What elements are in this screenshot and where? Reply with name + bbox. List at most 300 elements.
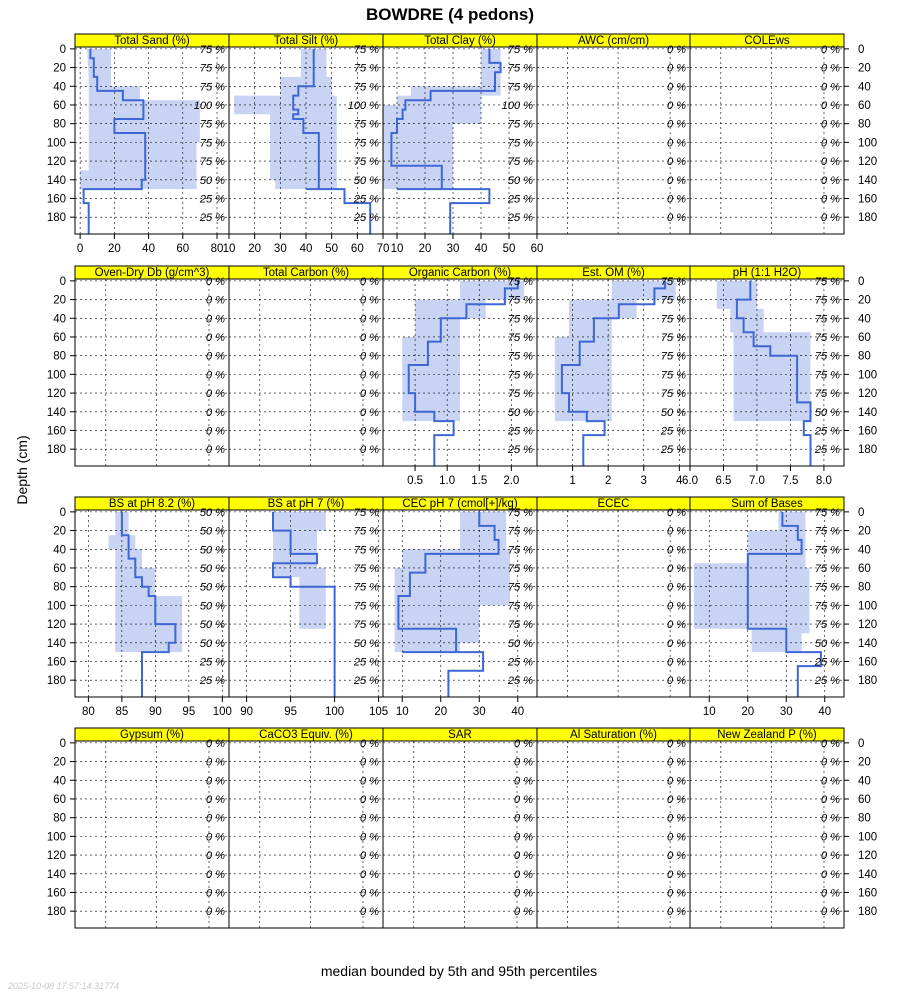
- panel-title: BS at pH 7 (%): [267, 498, 345, 510]
- panel-14: [690, 497, 844, 718]
- percent-label: 0 %: [514, 831, 533, 844]
- y-tick-label-left: 140: [46, 406, 66, 419]
- percent-label: 75 %: [507, 369, 533, 382]
- percent-label: 25 %: [814, 444, 840, 457]
- panel-5: [75, 266, 229, 466]
- percent-label: 0 %: [360, 775, 379, 788]
- x-tick-label: 3: [640, 475, 647, 487]
- percent-label: 0 %: [360, 294, 379, 307]
- percent-label: 0 %: [667, 581, 686, 594]
- y-tick-label-left: 160: [46, 656, 66, 669]
- percent-label: 50 %: [814, 406, 840, 419]
- x-tick-label: 2.0: [503, 475, 520, 487]
- percent-label: 75 %: [814, 294, 840, 307]
- percent-label: 0 %: [206, 793, 225, 806]
- x-tick-label: 6.5: [715, 475, 732, 487]
- x-tick-label: 60: [350, 243, 364, 255]
- percent-label: 75 %: [660, 388, 686, 401]
- percent-label: 75 %: [660, 275, 686, 288]
- y-tick-label-right: 40: [858, 313, 871, 326]
- percent-label: 25 %: [353, 675, 379, 688]
- percent-label: 0 %: [667, 137, 686, 150]
- percent-label: 0 %: [667, 637, 686, 650]
- percent-label: 0 %: [206, 425, 225, 438]
- percent-label: 0 %: [821, 193, 840, 206]
- panel-title: Sum of Bases: [731, 498, 803, 510]
- y-tick-label-right: 140: [858, 637, 878, 650]
- percent-label: 75 %: [507, 118, 533, 131]
- percent-label: 50 %: [814, 637, 840, 650]
- x-tick-label: 4: [676, 475, 683, 487]
- y-tick-label-left: 180: [46, 675, 66, 688]
- percent-label: 0 %: [821, 756, 840, 769]
- percent-label: 75 %: [814, 331, 840, 344]
- panel-title: ECEC: [597, 498, 630, 510]
- y-tick-label-left: 20: [53, 294, 66, 307]
- percent-label: 75 %: [353, 525, 379, 538]
- x-tick-label: 30: [472, 706, 486, 718]
- y-tick-label-right: 120: [858, 388, 878, 401]
- percent-label: 75 %: [507, 43, 533, 56]
- percent-label: 50 %: [353, 637, 379, 650]
- percent-label: 0 %: [206, 831, 225, 844]
- percent-label: 75 %: [353, 118, 379, 131]
- percent-label: 0 %: [514, 793, 533, 806]
- timestamp: 2025-10-08 17:57:14.31774: [8, 981, 120, 991]
- percentile-band: [273, 512, 326, 629]
- percent-label: 0 %: [667, 81, 686, 94]
- percent-label: 25 %: [814, 675, 840, 688]
- percent-label: 75 %: [199, 43, 225, 56]
- panel-title: New Zealand P (%): [717, 729, 817, 741]
- panel-title: CEC pH 7 (cmol[+]/kg): [402, 498, 518, 510]
- percent-label: 25 %: [507, 425, 533, 438]
- x-tick-label: 100: [212, 706, 232, 718]
- x-tick-label: 40: [511, 706, 525, 718]
- percent-label: 0 %: [821, 212, 840, 225]
- percent-label: 0 %: [514, 887, 533, 900]
- x-tick-label: 60: [176, 243, 190, 255]
- percent-label: 0 %: [514, 868, 533, 881]
- x-tick-label: 1.0: [439, 475, 456, 487]
- x-tick-label: 0: [76, 243, 84, 255]
- percent-label: 0 %: [360, 406, 379, 419]
- y-tick-label-left: 40: [53, 81, 66, 94]
- percent-label: 0 %: [667, 506, 686, 519]
- y-tick-label-left: 60: [53, 793, 66, 806]
- x-tick-label: 30: [779, 706, 793, 718]
- panel-4: [690, 34, 844, 234]
- y-tick-label-right: 100: [858, 137, 878, 150]
- x-tick-label: 80: [210, 243, 224, 255]
- percent-label: 0 %: [667, 906, 686, 919]
- percent-label: 25 %: [353, 193, 379, 206]
- y-tick-label-right: 160: [858, 656, 878, 669]
- percent-label: 75 %: [507, 137, 533, 150]
- chart-caption: median bounded by 5th and 95th percentiles: [320, 963, 598, 979]
- percentile-band: [694, 512, 810, 652]
- panel-title: pH (1:1 H2O): [732, 267, 802, 279]
- percent-label: 0 %: [667, 812, 686, 825]
- percent-label: 75 %: [507, 81, 533, 94]
- percent-label: 50 %: [199, 544, 225, 557]
- y-tick-label-left: 120: [46, 850, 66, 863]
- percent-label: 0 %: [360, 350, 379, 363]
- percent-label: 100 %: [193, 99, 225, 112]
- y-tick-label-left: 60: [53, 331, 66, 344]
- percent-label: 75 %: [353, 81, 379, 94]
- x-tick-label: 60: [530, 243, 544, 255]
- y-tick-label-right: 80: [858, 812, 871, 825]
- x-tick-label: 90: [240, 706, 253, 718]
- percent-label: 0 %: [360, 737, 379, 750]
- percent-label: 0 %: [360, 831, 379, 844]
- y-tick-label-left: 100: [46, 831, 66, 844]
- x-tick-label: 30: [273, 243, 287, 255]
- percent-label: 25 %: [507, 656, 533, 669]
- percent-label: 75 %: [199, 118, 225, 131]
- percent-label: 0 %: [667, 887, 686, 900]
- y-tick-label-right: 120: [858, 850, 878, 863]
- x-tick-label: 100: [325, 706, 345, 718]
- y-tick-label-right: 0: [858, 737, 865, 750]
- percent-label: 0 %: [206, 737, 225, 750]
- percent-label: 75 %: [353, 600, 379, 613]
- percent-label: 25 %: [507, 675, 533, 688]
- y-tick-label-left: 120: [46, 388, 66, 401]
- y-tick-label-left: 160: [46, 425, 66, 438]
- percent-label: 75 %: [507, 562, 533, 575]
- percent-label: 0 %: [360, 331, 379, 344]
- percent-label: 0 %: [360, 369, 379, 382]
- y-tick-label-right: 140: [858, 868, 878, 881]
- percent-label: 75 %: [507, 350, 533, 363]
- panel-title: Total Sand (%): [114, 35, 190, 47]
- percent-label: 0 %: [206, 868, 225, 881]
- percent-label: 0 %: [206, 906, 225, 919]
- y-tick-label-right: 80: [858, 350, 871, 363]
- y-tick-label-right: 180: [858, 212, 878, 225]
- y-tick-label-left: 20: [53, 525, 66, 538]
- percent-label: 0 %: [206, 756, 225, 769]
- percent-label: 0 %: [514, 775, 533, 788]
- percent-label: 75 %: [814, 506, 840, 519]
- x-tick-label: 50: [325, 243, 339, 255]
- y-tick-label-left: 40: [53, 775, 66, 788]
- y-tick-label-left: 120: [46, 156, 66, 169]
- percent-label: 0 %: [821, 906, 840, 919]
- x-tick-label: 95: [284, 706, 297, 718]
- percent-label: 0 %: [514, 812, 533, 825]
- y-tick-label-left: 140: [46, 637, 66, 650]
- percent-label: 75 %: [507, 525, 533, 538]
- panel-1: [223, 34, 390, 255]
- y-tick-label-right: 20: [858, 525, 871, 538]
- percentile-band: [109, 512, 183, 652]
- percent-label: 75 %: [353, 62, 379, 75]
- percentile-band: [234, 49, 337, 189]
- percent-label: 0 %: [206, 331, 225, 344]
- percentile-band: [555, 281, 676, 421]
- x-tick-label: 20: [107, 243, 121, 255]
- percent-label: 0 %: [667, 793, 686, 806]
- y-tick-label-right: 40: [858, 544, 871, 557]
- percent-label: 0 %: [206, 294, 225, 307]
- percent-label: 0 %: [360, 868, 379, 881]
- percent-label: 0 %: [667, 525, 686, 538]
- percent-label: 0 %: [360, 388, 379, 401]
- percent-label: 25 %: [660, 425, 686, 438]
- percent-label: 0 %: [821, 137, 840, 150]
- y-tick-label-right: 20: [858, 62, 871, 75]
- percent-label: 75 %: [814, 350, 840, 363]
- panel-title: Total Carbon (%): [262, 267, 350, 279]
- percent-label: 0 %: [206, 812, 225, 825]
- percent-label: 0 %: [667, 212, 686, 225]
- panel-title: COLEws: [744, 35, 790, 47]
- panel-9: [682, 266, 844, 487]
- percent-label: 0 %: [821, 887, 840, 900]
- percent-label: 75 %: [507, 581, 533, 594]
- percent-label: 50 %: [660, 406, 686, 419]
- percent-label: 0 %: [821, 174, 840, 187]
- x-tick-label: 6.0: [682, 475, 698, 487]
- y-tick-label-left: 20: [53, 62, 66, 75]
- percent-label: 75 %: [353, 581, 379, 594]
- percent-label: 0 %: [667, 43, 686, 56]
- panel-16: [229, 728, 383, 928]
- percent-label: 50 %: [199, 525, 225, 538]
- x-tick-label: 7.0: [748, 475, 765, 487]
- x-tick-label: 40: [299, 243, 313, 255]
- percent-label: 50 %: [507, 637, 533, 650]
- percent-label: 0 %: [667, 174, 686, 187]
- percent-label: 0 %: [667, 99, 686, 112]
- y-tick-label-left: 0: [59, 43, 66, 56]
- percent-label: 0 %: [360, 444, 379, 457]
- percent-label: 0 %: [821, 812, 840, 825]
- percent-label: 75 %: [353, 544, 379, 557]
- y-tick-label-right: 80: [858, 118, 871, 131]
- y-tick-label-left: 140: [46, 868, 66, 881]
- percent-label: 75 %: [660, 313, 686, 326]
- percent-label: 75 %: [353, 137, 379, 150]
- y-tick-label-right: 60: [858, 793, 871, 806]
- y-tick-label-right: 180: [858, 675, 878, 688]
- x-tick-label: 30: [446, 243, 460, 255]
- percent-label: 75 %: [660, 294, 686, 307]
- y-tick-label-left: 160: [46, 193, 66, 206]
- percent-label: 25 %: [353, 212, 379, 225]
- y-tick-label-left: 80: [53, 350, 66, 363]
- x-tick-label: 10: [395, 706, 409, 718]
- panel-15: [75, 728, 229, 928]
- chart-title: BOWDRE (4 pedons): [365, 5, 535, 24]
- percent-label: 0 %: [667, 656, 686, 669]
- y-tick-label-right: 0: [858, 43, 865, 56]
- y-tick-label-left: 80: [53, 812, 66, 825]
- percent-label: 0 %: [360, 275, 379, 288]
- percent-label: 0 %: [206, 275, 225, 288]
- percent-label: 75 %: [507, 506, 533, 519]
- panel-title: AWC (cm/cm): [577, 35, 650, 47]
- percent-label: 0 %: [514, 756, 533, 769]
- percent-label: 25 %: [507, 193, 533, 206]
- percent-label: 75 %: [814, 313, 840, 326]
- y-tick-label-right: 40: [858, 775, 871, 788]
- percent-label: 0 %: [667, 675, 686, 688]
- percent-label: 0 %: [821, 737, 840, 750]
- percent-label: 75 %: [814, 369, 840, 382]
- y-tick-label-right: 140: [858, 406, 878, 419]
- percent-label: 25 %: [199, 656, 225, 669]
- percent-label: 0 %: [821, 868, 840, 881]
- x-tick-label: 85: [115, 706, 129, 718]
- percent-label: 0 %: [821, 43, 840, 56]
- panel-title: Total Silt (%): [273, 35, 339, 47]
- percent-label: 0 %: [360, 793, 379, 806]
- percent-label: 0 %: [667, 775, 686, 788]
- x-tick-label: 80: [81, 706, 95, 718]
- y-tick-label-left: 140: [46, 174, 66, 187]
- y-axis-label: Depth (cm): [14, 435, 30, 505]
- y-tick-label-left: 40: [53, 313, 66, 326]
- percent-label: 0 %: [667, 756, 686, 769]
- panel-7: [383, 266, 537, 487]
- percent-label: 100 %: [501, 99, 533, 112]
- y-tick-label-left: 20: [53, 756, 66, 769]
- y-tick-label-left: 0: [59, 737, 66, 750]
- percent-label: 25 %: [199, 675, 225, 688]
- percent-label: 50 %: [507, 406, 533, 419]
- percent-label: 0 %: [667, 118, 686, 131]
- percent-label: 0 %: [206, 444, 225, 457]
- percent-label: 75 %: [353, 506, 379, 519]
- percent-label: 50 %: [353, 174, 379, 187]
- y-tick-label-left: 100: [46, 600, 66, 613]
- x-tick-label: 8.0: [815, 475, 832, 487]
- percent-label: 75 %: [814, 388, 840, 401]
- y-tick-label-right: 180: [858, 444, 878, 457]
- y-tick-label-right: 40: [858, 81, 871, 94]
- percent-label: 75 %: [199, 81, 225, 94]
- percent-label: 75 %: [507, 275, 533, 288]
- percent-label: 75 %: [507, 313, 533, 326]
- y-tick-label-right: 60: [858, 99, 871, 112]
- percent-label: 0 %: [667, 193, 686, 206]
- y-tick-label-left: 180: [46, 906, 66, 919]
- y-tick-label-left: 80: [53, 581, 66, 594]
- percent-label: 75 %: [814, 581, 840, 594]
- x-tick-label: 70: [376, 243, 390, 255]
- percent-label: 25 %: [660, 444, 686, 457]
- percent-label: 25 %: [814, 656, 840, 669]
- x-tick-label: 40: [142, 243, 155, 255]
- y-tick-label-left: 60: [53, 99, 66, 112]
- panel-title: Oven-Dry Db (g/cm^3): [94, 267, 210, 279]
- percent-label: 75 %: [814, 619, 840, 632]
- panel-title: CaCO3 Equiv. (%): [259, 729, 353, 741]
- y-tick-label-right: 160: [858, 425, 878, 438]
- y-tick-label-left: 180: [46, 212, 66, 225]
- percent-label: 50 %: [507, 174, 533, 187]
- y-tick-label-left: 180: [46, 444, 66, 457]
- x-tick-label: 1: [569, 475, 576, 487]
- percent-label: 0 %: [206, 350, 225, 363]
- x-tick-label: 105: [369, 706, 389, 718]
- panel-8: [537, 266, 690, 487]
- percent-label: 0 %: [821, 118, 840, 131]
- percent-label: 0 %: [667, 544, 686, 557]
- y-tick-label-right: 160: [858, 193, 878, 206]
- percent-label: 0 %: [821, 793, 840, 806]
- y-tick-label-left: 100: [46, 137, 66, 150]
- x-tick-label: 20: [418, 243, 432, 255]
- x-tick-label: 10: [390, 243, 404, 255]
- y-tick-label-left: 80: [53, 118, 66, 131]
- x-tick-label: 20: [248, 243, 262, 255]
- percent-label: 75 %: [353, 619, 379, 632]
- x-tick-label: 95: [182, 706, 196, 718]
- panel-11: [229, 497, 388, 718]
- y-tick-label-right: 100: [858, 369, 878, 382]
- percent-label: 0 %: [821, 156, 840, 169]
- percent-label: 75 %: [814, 525, 840, 538]
- percent-label: 0 %: [667, 562, 686, 575]
- percent-label: 75 %: [353, 562, 379, 575]
- percent-label: 0 %: [667, 868, 686, 881]
- percent-label: 75 %: [507, 388, 533, 401]
- percent-label: 75 %: [507, 156, 533, 169]
- y-tick-label-right: 180: [858, 906, 878, 919]
- percent-label: 0 %: [514, 737, 533, 750]
- percent-label: 0 %: [667, 62, 686, 75]
- y-tick-label-right: 160: [858, 887, 878, 900]
- panel-title: BS at pH 8.2 (%): [108, 498, 196, 510]
- percent-label: 0 %: [667, 850, 686, 863]
- percent-label: 0 %: [667, 831, 686, 844]
- percent-label: 0 %: [206, 388, 225, 401]
- panel-19: [690, 728, 844, 928]
- percent-label: 0 %: [360, 425, 379, 438]
- percent-label: 75 %: [507, 62, 533, 75]
- panel-title: Est. OM (%): [582, 267, 645, 279]
- y-tick-label-right: 80: [858, 581, 871, 594]
- percent-label: 0 %: [821, 62, 840, 75]
- percent-label: 100 %: [347, 99, 379, 112]
- percent-label: 25 %: [199, 212, 225, 225]
- percent-label: 75 %: [507, 619, 533, 632]
- percent-label: 0 %: [667, 619, 686, 632]
- percent-label: 0 %: [206, 850, 225, 863]
- x-tick-label: 1.5: [471, 475, 488, 487]
- percent-label: 75 %: [199, 137, 225, 150]
- panel-title: Al Saturation (%): [570, 729, 657, 741]
- panel-12: [383, 497, 537, 718]
- x-tick-label: 7.5: [782, 475, 799, 487]
- y-tick-label-right: 60: [858, 562, 871, 575]
- percent-label: 0 %: [667, 600, 686, 613]
- panel-3: [537, 34, 690, 234]
- percent-label: 75 %: [507, 600, 533, 613]
- percent-label: 0 %: [206, 887, 225, 900]
- y-tick-label-left: 160: [46, 887, 66, 900]
- x-tick-label: 2: [604, 475, 612, 487]
- percent-label: 0 %: [821, 81, 840, 94]
- panel-17: [383, 728, 537, 928]
- panel-0: [75, 34, 229, 255]
- percent-label: 0 %: [206, 406, 225, 419]
